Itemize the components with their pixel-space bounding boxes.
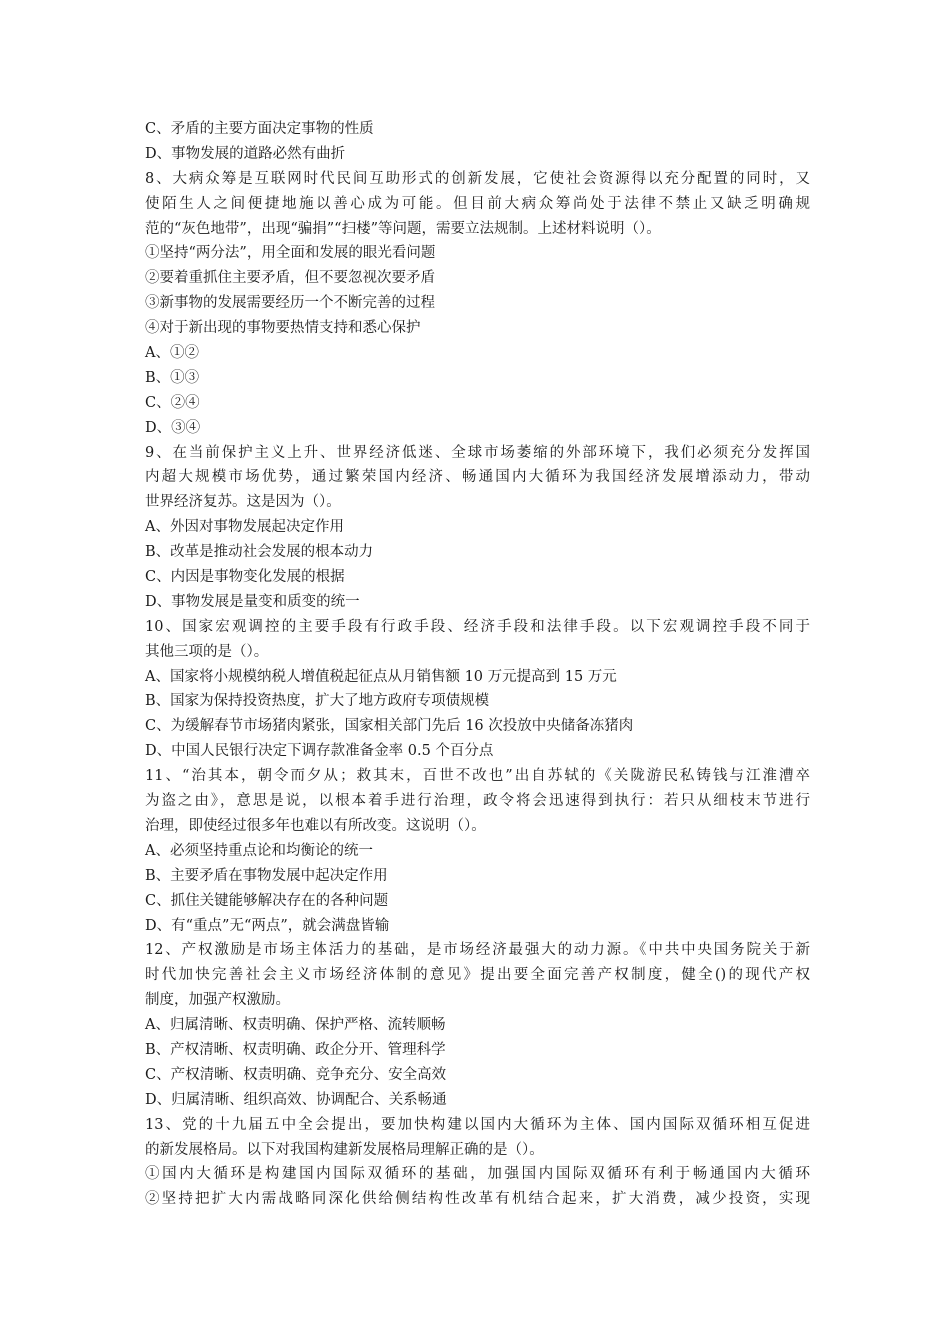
- text-line: C、②④: [145, 394, 200, 411]
- text-line: 时代加快完善社会主义市场经济体制的意见》提出要全面完善产权制度，健全()的现代产权: [145, 967, 810, 984]
- text-line: D、事物发展是量变和质变的统一: [145, 593, 360, 610]
- text-line: ④对于新出现的事物要热情支持和悉心保护: [145, 320, 421, 337]
- text-line: C、矛盾的主要方面决定事物的性质: [145, 121, 374, 137]
- text-line: A、外因对事物发展起决定作用: [145, 519, 344, 536]
- text-line: 其他三项的是（）。: [145, 643, 269, 660]
- text-line: 的新发展格局。以下对我国构建新发展格局理解正确的是（）。: [145, 1141, 544, 1158]
- text-line: 范的“灰色地带”，出现“骗捐”“扫楼”等问题，需要立法规制。上述材料说明（）。: [145, 220, 661, 237]
- text-line: 制度，加强产权激励。: [145, 992, 290, 1009]
- text-line: ②坚持把扩大内需战略同深化供给侧结构性改革有机结合起来，扩大消费，减少投资，实现: [145, 1191, 810, 1208]
- text-line: D、中国人民银行决定下调存款准备金率 0.5 个百分点: [145, 743, 494, 760]
- text-line: B、主要矛盾在事物发展中起决定作用: [145, 867, 388, 884]
- text-line: C、为缓解春节市场猪肉紧张，国家相关部门先后 16 次投放中央储备冻猪肉: [145, 718, 634, 735]
- text-line: 为盗之由》，意思是说，以根本着手进行治理，政令将会迅速得到执行：若只从细枝末节进行: [145, 793, 810, 810]
- text-line: B、国家为保持投资热度，扩大了地方政府专项债规模: [145, 693, 490, 710]
- text-line: A、归属清晰、权责明确、保护严格、流转顺畅: [145, 1017, 446, 1034]
- text-line: ①坚持“两分法”，用全面和发展的眼光看问题: [145, 245, 436, 262]
- text-line: 9、在当前保护主义上升、世界经济低迷、全球市场萎缩的外部环境下，我们必须充分发挥国: [145, 444, 810, 461]
- text-line: D、事物发展的道路必然有曲折: [145, 145, 346, 162]
- text-line: C、内因是事物变化发展的根据: [145, 569, 345, 586]
- text-line: C、抓住关键能够解决存在的各种问题: [145, 892, 389, 909]
- text-line: 世界经济复苏。这是因为（）。: [145, 494, 341, 511]
- text-line: C、产权清晰、权责明确、竞争充分、安全高效: [145, 1066, 447, 1083]
- text-line: 治理，即使经过很多年也难以有所改变。这说明（）。: [145, 817, 486, 834]
- text-line: ③新事物的发展需要经历一个不断完善的过程: [145, 295, 435, 312]
- text-line: 内超大规模市场优势，通过繁荣国内经济、畅通国内大循环为我国经济发展增添动力，带动: [145, 469, 810, 486]
- text-line: D、③④: [145, 419, 201, 436]
- text-line: 11、“治其本，朝令而夕从；救其末，百世不改也”出自苏轼的《关陇游民私铸钱与江淮漕卒: [145, 768, 810, 785]
- document-body: [145, 117, 810, 1212]
- text-line: B、改革是推动社会发展的根本动力: [145, 544, 374, 561]
- text-line: D、归属清晰、组织高效、协调配合、关系畅通: [145, 1091, 447, 1108]
- text-line: ②要着重抓住主要矛盾，但不要忽视次要矛盾: [145, 270, 435, 287]
- text-line: A、①②: [145, 345, 199, 362]
- text-line: 8、大病众筹是互联网时代民间互助形式的创新发展，它使社会资源得以充分配置的同时，又: [145, 170, 810, 187]
- text-line: B、①③: [145, 369, 200, 386]
- text-line: ①国内大循环是构建国内国际双循环的基础，加强国内国际双循环有利于畅通国内大循环: [145, 1166, 810, 1183]
- text-line: 使陌生人之间便捷地施以善心成为可能。但目前大病众筹尚处于法律不禁止又缺乏明确规: [145, 195, 810, 212]
- text-line: D、有“重点”无“两点”，就会满盘皆输: [145, 917, 390, 934]
- text-line: 10、国家宏观调控的主要手段有行政手段、经济手段和法律手段。以下宏观调控手段不同于: [145, 618, 810, 635]
- text-line: 12、产权激励是市场主体活力的基础，是市场经济最强大的动力源。《中共中央国务院关于新: [145, 942, 810, 959]
- text-line: A、必须坚持重点论和均衡论的统一: [145, 842, 373, 859]
- text-line: B、产权清晰、权责明确、政企分开、管理科学: [145, 1041, 446, 1058]
- text-line: A、国家将小规模纳税人增值税起征点从月销售额 10 万元提高到 15 万元: [145, 668, 617, 685]
- text-line: 13、党的十九届五中全会提出，要加快构建以国内大循环为主体、国内国际双循环相互促进: [145, 1116, 810, 1133]
